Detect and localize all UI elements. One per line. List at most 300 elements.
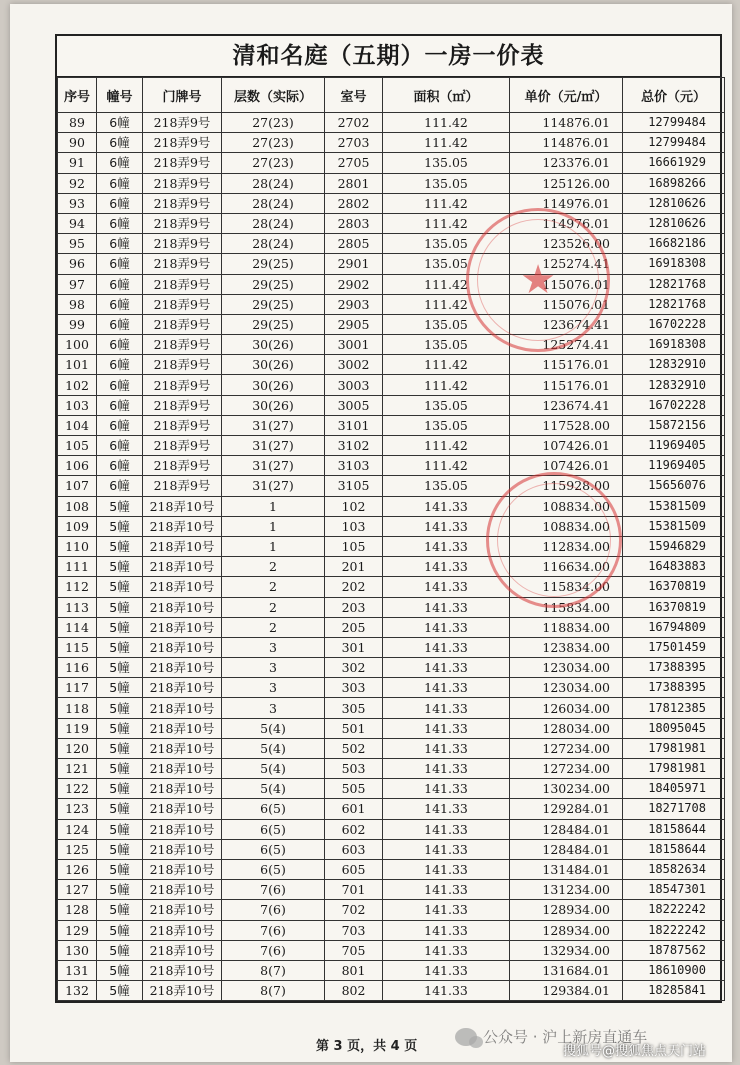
table-row	[58, 496, 725, 516]
cell-floor: 30(26)	[222, 355, 325, 375]
cell-unit-price: 123376.01	[510, 153, 623, 173]
cell-room: 2902	[325, 274, 383, 294]
cell-address: 218弄10号	[143, 658, 222, 678]
cell-room: 3102	[325, 436, 383, 456]
cell-floor: 5(4)	[222, 779, 325, 799]
cell-area: 135.05	[383, 314, 510, 334]
cell-index: 93	[58, 193, 97, 213]
table-row	[58, 819, 725, 839]
cell-area: 141.33	[383, 779, 510, 799]
cell-area: 135.05	[383, 335, 510, 355]
cell-address: 218弄10号	[143, 779, 222, 799]
cell-floor: 1	[222, 496, 325, 516]
header-floor: 层数（实际）	[222, 78, 325, 113]
cell-address: 218弄9号	[143, 234, 222, 254]
cell-building: 6幢	[97, 335, 143, 355]
cell-address: 218弄9号	[143, 133, 222, 153]
cell-building: 5幢	[97, 617, 143, 637]
cell-room: 305	[325, 698, 383, 718]
cell-area: 141.33	[383, 839, 510, 859]
cell-area: 141.33	[383, 900, 510, 920]
cell-index: 121	[58, 759, 97, 779]
cell-total-price: 11969405	[623, 436, 725, 456]
table-row	[58, 880, 725, 900]
header-unit-price: 单价（元/㎡）	[510, 78, 623, 113]
cell-index: 109	[58, 516, 97, 536]
cell-address: 218弄9号	[143, 254, 222, 274]
cell-room: 102	[325, 496, 383, 516]
cell-room: 3101	[325, 415, 383, 435]
cell-room: 203	[325, 597, 383, 617]
cell-index: 115	[58, 637, 97, 657]
header-room: 室号	[325, 78, 383, 113]
cell-room: 605	[325, 859, 383, 879]
cell-unit-price: 125126.00	[510, 173, 623, 193]
cell-floor: 28(24)	[222, 234, 325, 254]
cell-total-price: 17501459	[623, 637, 725, 657]
cell-floor: 1	[222, 516, 325, 536]
cell-total-price: 18158644	[623, 819, 725, 839]
cell-total-price: 12799484	[623, 133, 725, 153]
cell-area: 141.33	[383, 920, 510, 940]
cell-total-price: 17388395	[623, 658, 725, 678]
table-row	[58, 920, 725, 940]
cell-area: 135.05	[383, 476, 510, 496]
cell-total-price: 17981981	[623, 759, 725, 779]
cell-unit-price: 108834.00	[510, 516, 623, 536]
cell-floor: 2	[222, 617, 325, 637]
cell-index: 102	[58, 375, 97, 395]
cell-room: 201	[325, 557, 383, 577]
table-row	[58, 335, 725, 355]
cell-index: 112	[58, 577, 97, 597]
cell-area: 111.42	[383, 456, 510, 476]
cell-index: 120	[58, 738, 97, 758]
cell-unit-price: 125274.41	[510, 254, 623, 274]
cell-floor: 7(6)	[222, 900, 325, 920]
cell-total-price: 12810626	[623, 213, 725, 233]
table-row	[58, 940, 725, 960]
cell-total-price: 12821768	[623, 274, 725, 294]
cell-unit-price: 107426.01	[510, 436, 623, 456]
header-building: 幢号	[97, 78, 143, 113]
table-row	[58, 153, 725, 173]
cell-building: 5幢	[97, 496, 143, 516]
cell-area: 141.33	[383, 516, 510, 536]
cell-building: 5幢	[97, 557, 143, 577]
cell-building: 5幢	[97, 981, 143, 1001]
cell-address: 218弄10号	[143, 738, 222, 758]
cell-area: 135.05	[383, 395, 510, 415]
cell-area: 141.33	[383, 496, 510, 516]
cell-area: 141.33	[383, 738, 510, 758]
cell-index: 127	[58, 880, 97, 900]
cell-total-price: 15381509	[623, 496, 725, 516]
cell-unit-price: 128934.00	[510, 920, 623, 940]
cell-address: 218弄10号	[143, 981, 222, 1001]
cell-floor: 29(25)	[222, 294, 325, 314]
cell-building: 6幢	[97, 113, 143, 133]
cell-total-price: 16702228	[623, 314, 725, 334]
cell-index: 116	[58, 658, 97, 678]
wechat-icon	[455, 1028, 477, 1046]
cell-building: 5幢	[97, 940, 143, 960]
cell-unit-price: 123526.00	[510, 234, 623, 254]
cell-unit-price: 123834.00	[510, 637, 623, 657]
cell-building: 5幢	[97, 900, 143, 920]
cell-room: 603	[325, 839, 383, 859]
cell-building: 6幢	[97, 133, 143, 153]
cell-area: 111.42	[383, 294, 510, 314]
cell-room: 503	[325, 759, 383, 779]
cell-address: 218弄9号	[143, 476, 222, 496]
cell-building: 5幢	[97, 577, 143, 597]
cell-area: 141.33	[383, 557, 510, 577]
cell-unit-price: 131684.01	[510, 960, 623, 980]
cell-total-price: 18547301	[623, 880, 725, 900]
cell-room: 2901	[325, 254, 383, 274]
cell-unit-price: 116634.00	[510, 557, 623, 577]
cell-building: 6幢	[97, 456, 143, 476]
cell-building: 5幢	[97, 880, 143, 900]
cell-floor: 31(27)	[222, 476, 325, 496]
table-row	[58, 193, 725, 213]
table-row	[58, 617, 725, 637]
cell-room: 502	[325, 738, 383, 758]
cell-address: 218弄10号	[143, 880, 222, 900]
cell-address: 218弄10号	[143, 678, 222, 698]
cell-index: 101	[58, 355, 97, 375]
cell-index: 89	[58, 113, 97, 133]
cell-floor: 7(6)	[222, 940, 325, 960]
table-row	[58, 213, 725, 233]
cell-address: 218弄10号	[143, 597, 222, 617]
cell-area: 111.42	[383, 193, 510, 213]
table-row	[58, 637, 725, 657]
cell-address: 218弄10号	[143, 960, 222, 980]
table-row	[58, 395, 725, 415]
cell-building: 6幢	[97, 355, 143, 375]
cell-room: 303	[325, 678, 383, 698]
cell-floor: 30(26)	[222, 395, 325, 415]
header-index: 序号	[58, 78, 97, 113]
cell-address: 218弄9号	[143, 153, 222, 173]
cell-address: 218弄9号	[143, 173, 222, 193]
cell-floor: 2	[222, 597, 325, 617]
cell-address: 218弄9号	[143, 415, 222, 435]
cell-building: 6幢	[97, 415, 143, 435]
cell-address: 218弄10号	[143, 617, 222, 637]
cell-total-price: 16682186	[623, 234, 725, 254]
cell-room: 2905	[325, 314, 383, 334]
cell-room: 205	[325, 617, 383, 637]
cell-floor: 27(23)	[222, 153, 325, 173]
cell-index: 114	[58, 617, 97, 637]
cell-address: 218弄10号	[143, 516, 222, 536]
cell-total-price: 18787562	[623, 940, 725, 960]
cell-floor: 30(26)	[222, 335, 325, 355]
cell-building: 6幢	[97, 254, 143, 274]
cell-area: 141.33	[383, 536, 510, 556]
table-row	[58, 597, 725, 617]
cell-index: 92	[58, 173, 97, 193]
table-row	[58, 960, 725, 980]
cell-index: 119	[58, 718, 97, 738]
cell-floor: 6(5)	[222, 839, 325, 859]
cell-building: 5幢	[97, 658, 143, 678]
document-paper	[10, 4, 732, 1062]
cell-building: 6幢	[97, 274, 143, 294]
cell-floor: 3	[222, 698, 325, 718]
cell-address: 218弄10号	[143, 940, 222, 960]
cell-index: 96	[58, 254, 97, 274]
cell-area: 141.33	[383, 698, 510, 718]
table-row	[58, 759, 725, 779]
cell-room: 702	[325, 900, 383, 920]
cell-unit-price: 115176.01	[510, 355, 623, 375]
cell-total-price: 18222242	[623, 920, 725, 940]
cell-unit-price: 123674.41	[510, 314, 623, 334]
cell-unit-price: 115928.00	[510, 476, 623, 496]
cell-floor: 3	[222, 637, 325, 657]
cell-building: 5幢	[97, 859, 143, 879]
cell-building: 6幢	[97, 476, 143, 496]
cell-area: 141.33	[383, 981, 510, 1001]
cell-index: 98	[58, 294, 97, 314]
table-header-row	[58, 78, 725, 113]
cell-unit-price: 107426.01	[510, 456, 623, 476]
cell-total-price: 18285841	[623, 981, 725, 1001]
cell-address: 218弄10号	[143, 839, 222, 859]
cell-area: 111.42	[383, 355, 510, 375]
cell-building: 6幢	[97, 213, 143, 233]
cell-floor: 2	[222, 577, 325, 597]
cell-floor: 6(5)	[222, 819, 325, 839]
cell-address: 218弄9号	[143, 355, 222, 375]
table-row	[58, 900, 725, 920]
cell-index: 104	[58, 415, 97, 435]
cell-total-price: 17812385	[623, 698, 725, 718]
cell-unit-price: 123034.00	[510, 678, 623, 698]
cell-total-price: 18095045	[623, 718, 725, 738]
cell-floor: 2	[222, 557, 325, 577]
cell-area: 141.33	[383, 859, 510, 879]
table-row	[58, 859, 725, 879]
cell-total-price: 18405971	[623, 779, 725, 799]
cell-unit-price: 114876.01	[510, 113, 623, 133]
cell-floor: 5(4)	[222, 718, 325, 738]
cell-address: 218弄10号	[143, 920, 222, 940]
cell-index: 128	[58, 900, 97, 920]
cell-room: 701	[325, 880, 383, 900]
table-row	[58, 678, 725, 698]
cell-area: 135.05	[383, 254, 510, 274]
cell-index: 129	[58, 920, 97, 940]
cell-unit-price: 118834.00	[510, 617, 623, 637]
cell-total-price: 12832910	[623, 355, 725, 375]
cell-floor: 31(27)	[222, 456, 325, 476]
cell-room: 302	[325, 658, 383, 678]
cell-area: 141.33	[383, 718, 510, 738]
cell-building: 6幢	[97, 436, 143, 456]
cell-index: 95	[58, 234, 97, 254]
header-area: 面积（㎡）	[383, 78, 510, 113]
cell-area: 141.33	[383, 597, 510, 617]
table-row	[58, 799, 725, 819]
cell-building: 5幢	[97, 799, 143, 819]
cell-total-price: 12832910	[623, 375, 725, 395]
cell-building: 5幢	[97, 819, 143, 839]
cell-room: 2705	[325, 153, 383, 173]
cell-area: 141.33	[383, 819, 510, 839]
cell-unit-price: 125274.41	[510, 335, 623, 355]
cell-unit-price: 123674.41	[510, 395, 623, 415]
table-row	[58, 456, 725, 476]
cell-floor: 30(26)	[222, 375, 325, 395]
cell-total-price: 16370819	[623, 597, 725, 617]
cell-room: 301	[325, 637, 383, 657]
cell-floor: 28(24)	[222, 213, 325, 233]
cell-address: 218弄10号	[143, 496, 222, 516]
cell-room: 2805	[325, 234, 383, 254]
table-row	[58, 658, 725, 678]
cell-room: 202	[325, 577, 383, 597]
table-row	[58, 476, 725, 496]
cell-unit-price: 115176.01	[510, 375, 623, 395]
cell-room: 2801	[325, 173, 383, 193]
sohu-watermark: 搜狐号@搜狐焦点天门站	[563, 1044, 707, 1059]
cell-total-price: 16661929	[623, 153, 725, 173]
cell-total-price: 16898266	[623, 173, 725, 193]
cell-unit-price: 115076.01	[510, 294, 623, 314]
table-row	[58, 133, 725, 153]
cell-address: 218弄9号	[143, 395, 222, 415]
cell-unit-price: 115834.00	[510, 597, 623, 617]
table-row	[58, 274, 725, 294]
table-row	[58, 577, 725, 597]
table-row	[58, 173, 725, 193]
cell-total-price: 16918308	[623, 254, 725, 274]
cell-area: 141.33	[383, 658, 510, 678]
cell-building: 6幢	[97, 234, 143, 254]
cell-index: 110	[58, 536, 97, 556]
cell-unit-price: 127234.00	[510, 759, 623, 779]
cell-room: 3005	[325, 395, 383, 415]
cell-total-price: 17981981	[623, 738, 725, 758]
cell-area: 141.33	[383, 960, 510, 980]
cell-index: 123	[58, 799, 97, 819]
table-row	[58, 698, 725, 718]
cell-floor: 27(23)	[222, 133, 325, 153]
cell-unit-price: 115834.00	[510, 577, 623, 597]
cell-total-price: 12821768	[623, 294, 725, 314]
cell-building: 5幢	[97, 516, 143, 536]
cell-room: 3002	[325, 355, 383, 375]
cell-index: 97	[58, 274, 97, 294]
cell-total-price: 16794809	[623, 617, 725, 637]
cell-address: 218弄9号	[143, 294, 222, 314]
cell-building: 6幢	[97, 314, 143, 334]
cell-address: 218弄10号	[143, 637, 222, 657]
cell-unit-price: 108834.00	[510, 496, 623, 516]
cell-building: 5幢	[97, 536, 143, 556]
cell-total-price: 11969405	[623, 456, 725, 476]
cell-area: 141.33	[383, 577, 510, 597]
cell-address: 218弄10号	[143, 557, 222, 577]
cell-address: 218弄9号	[143, 335, 222, 355]
cell-floor: 27(23)	[222, 113, 325, 133]
cell-floor: 3	[222, 658, 325, 678]
cell-floor: 28(24)	[222, 173, 325, 193]
cell-unit-price: 127234.00	[510, 738, 623, 758]
cell-building: 5幢	[97, 779, 143, 799]
cell-index: 132	[58, 981, 97, 1001]
cell-address: 218弄10号	[143, 577, 222, 597]
cell-floor: 5(4)	[222, 738, 325, 758]
cell-room: 703	[325, 920, 383, 940]
cell-floor: 1	[222, 536, 325, 556]
cell-floor: 3	[222, 678, 325, 698]
cell-floor: 6(5)	[222, 859, 325, 879]
table-row	[58, 779, 725, 799]
cell-total-price: 16918308	[623, 335, 725, 355]
table-body	[58, 113, 725, 1001]
table-row	[58, 113, 725, 133]
cell-room: 3001	[325, 335, 383, 355]
cell-building: 5幢	[97, 718, 143, 738]
cell-unit-price: 123034.00	[510, 658, 623, 678]
wechat-watermark-text: 公众号 · 沪上新房直通车	[483, 1028, 648, 1046]
page-footer: 第 3 页，共 4 页	[316, 1039, 418, 1054]
cell-building: 5幢	[97, 597, 143, 617]
cell-unit-price: 115076.01	[510, 274, 623, 294]
cell-index: 111	[58, 557, 97, 577]
cell-room: 103	[325, 516, 383, 536]
red-seal-stamp: ★	[466, 208, 610, 352]
cell-index: 94	[58, 213, 97, 233]
cell-index: 131	[58, 960, 97, 980]
cell-room: 2903	[325, 294, 383, 314]
cell-address: 218弄10号	[143, 718, 222, 738]
cell-area: 111.42	[383, 133, 510, 153]
cell-floor: 29(25)	[222, 254, 325, 274]
cell-unit-price: 132934.00	[510, 940, 623, 960]
cell-building: 5幢	[97, 960, 143, 980]
cell-area: 141.33	[383, 880, 510, 900]
cell-area: 141.33	[383, 940, 510, 960]
cell-floor: 29(25)	[222, 314, 325, 334]
cell-index: 118	[58, 698, 97, 718]
table-row	[58, 355, 725, 375]
cell-index: 100	[58, 335, 97, 355]
cell-index: 126	[58, 859, 97, 879]
cell-unit-price: 130234.00	[510, 779, 623, 799]
cell-index: 125	[58, 839, 97, 859]
cell-unit-price: 129384.01	[510, 981, 623, 1001]
cell-unit-price: 114976.01	[510, 213, 623, 233]
cell-address: 218弄10号	[143, 819, 222, 839]
cell-index: 106	[58, 456, 97, 476]
cell-index: 103	[58, 395, 97, 415]
cell-area: 135.05	[383, 234, 510, 254]
cell-floor: 31(27)	[222, 415, 325, 435]
table-row	[58, 557, 725, 577]
cell-area: 141.33	[383, 637, 510, 657]
cell-unit-price: 128484.01	[510, 819, 623, 839]
cell-floor: 7(6)	[222, 880, 325, 900]
cell-index: 91	[58, 153, 97, 173]
cell-total-price: 15946829	[623, 536, 725, 556]
